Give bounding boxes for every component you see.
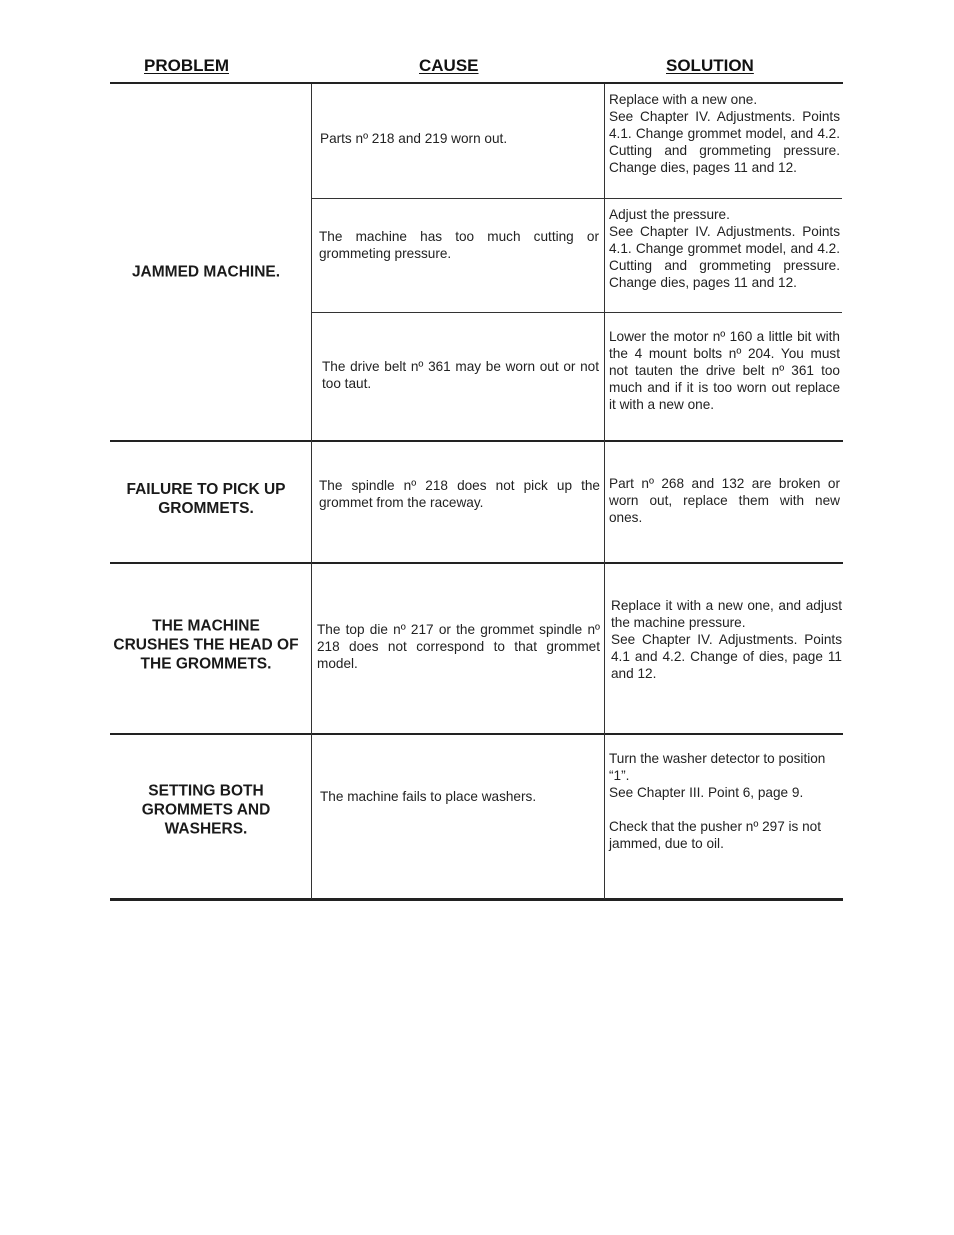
cause-cell (322, 358, 599, 392)
column-divider (604, 84, 605, 899)
solution-cell (609, 206, 840, 291)
cause-cell (319, 477, 600, 511)
sub-row-divider (312, 198, 842, 199)
cause-text: The spindle nº 218 does not pick up the grommet from the raceway. (319, 478, 600, 510)
solution-text: Adjust the pressure. (609, 207, 730, 222)
cause-column-header: CAUSE (419, 56, 479, 75)
solution-spacer (609, 801, 845, 818)
solution-text: See Chapter IV. Adjustments. Points 4.1. Change grommet model, and 4.2. Cutting and grommeting pressure. Change dies, pages 11 and 12. (609, 224, 840, 290)
table-bottom-rule (110, 898, 843, 901)
problem-cell: JAMMED MACHINE. (131, 263, 281, 281)
cause-text: Parts nº 218 and 219 worn out. (320, 131, 508, 146)
problem-cell: FAILURE TO PICK UP GROMMETS. (126, 481, 286, 517)
solution-text: Replace with a new one. (609, 92, 758, 107)
row-divider (110, 440, 843, 442)
cause-cell (317, 621, 600, 672)
solution-column-header: SOLUTION (666, 56, 754, 75)
solution-cell (609, 328, 840, 413)
solution-cell (609, 475, 840, 526)
problem-column-header: PROBLEM (144, 56, 229, 75)
cause-text: The drive belt nº 361 may be worn out or not too taut. (322, 359, 599, 391)
solution-text: Replace it with a new one, and adjust the machine pressure. (611, 598, 842, 630)
cause-text: The machine fails to place washers. (320, 789, 537, 804)
cause-text: The machine has too much cutting or grommeting pressure. (319, 229, 599, 261)
cause-cell (319, 228, 599, 262)
cause-text: The top die nº 217 or the grommet spindle nº 218 does not correspond to that grommet model. (317, 622, 600, 671)
row-divider (110, 733, 843, 735)
problem-cell: SETTING BOTH GROMMETS AND WASHERS. (141, 782, 271, 838)
table-top-rule (110, 82, 843, 84)
solution-text: See Chapter III. Point 6, page 9. (609, 785, 804, 800)
solution-cell (609, 91, 840, 176)
sub-row-divider (312, 312, 842, 313)
solution-text: See Chapter IV. Adjustments. Points 4.1. Change grommet model, and 4.2. Cutting and grommeting pressure. Change dies, pages 11 and 12. (609, 109, 840, 175)
solution-text: Lower the motor nº 160 a little bit with the 4 mount bolts nº 204. You must not tauten the drive belt nº 361 too much and if it is too worn out replace it with a new one. (609, 329, 840, 412)
solution-text: Check that the pusher nº 297 is not jammed, due to oil. (609, 819, 822, 851)
problem-cell: THE MACHINE CRUSHES THE HEAD OF THE GROMMETS. (113, 617, 299, 673)
solution-text: Turn the washer detector to position “1”. (609, 751, 826, 783)
solution-cell (611, 597, 842, 682)
solution-text: Part nº 268 and 132 are broken or worn out, replace them with new ones. (609, 476, 840, 525)
solution-cell (609, 750, 845, 852)
solution-text: See Chapter IV. Adjustments. Points 4.1 and 4.2. Change of dies, page 11 and 12. (611, 632, 842, 681)
row-divider (110, 562, 843, 564)
cause-cell (320, 788, 600, 805)
cause-cell (320, 130, 598, 147)
